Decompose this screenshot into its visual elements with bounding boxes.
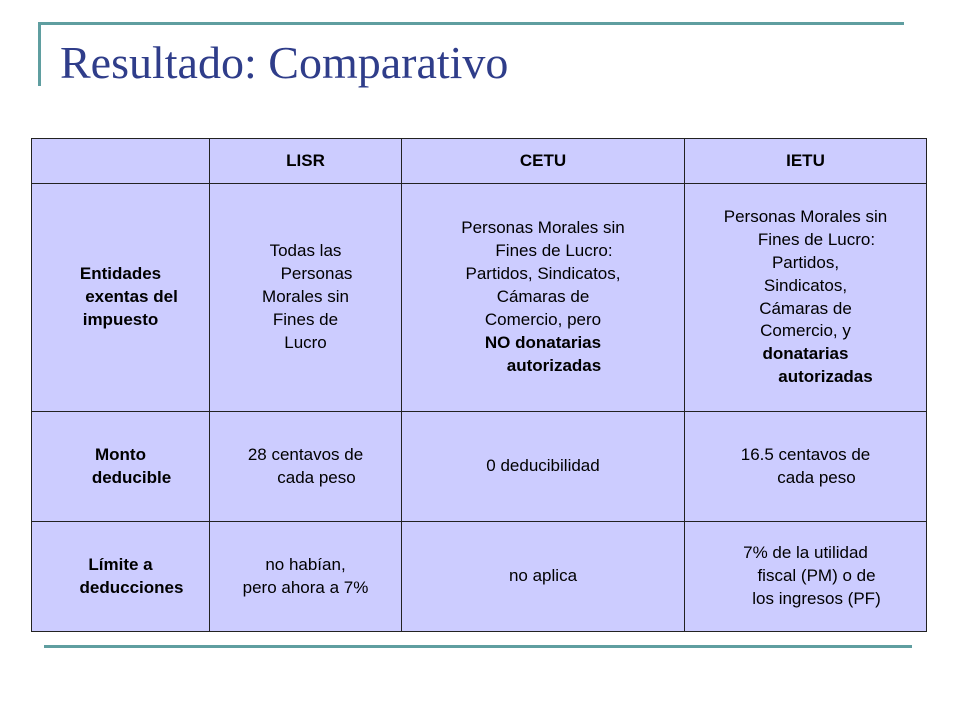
cell-line: deducciones [79,577,184,597]
cell-line-bold: autorizadas [778,367,873,387]
cell-line: Comercio, y [760,321,851,341]
cell-line: Sindicatos, [763,275,848,295]
cell-line: pero ahora a 7% [242,577,369,597]
header-ietu: IETU [685,139,927,184]
table-header-row [32,139,927,184]
cell-cetu-entidades [402,184,685,412]
cell-line: 16.5 centavos de [740,444,871,464]
row-label-limite [32,522,210,632]
cell-ietu-limite [685,522,927,632]
cell-line: 0 deducibilidad [486,456,600,476]
cell-line: impuesto [82,309,159,329]
decorative-line-left [38,22,41,86]
table-row-entidades [32,184,927,412]
cell-line: Entidades [79,264,162,284]
row-label-entidades [32,184,210,412]
cell-line: fiscal (PM) o de [757,566,876,586]
cell-line: Monto [95,444,146,464]
header-lisr: LISR [210,139,402,184]
cell-ietu-entidades [685,184,927,412]
slide-title: Resultado: Comparativo [60,37,509,88]
cell-line: Fines de Lucro: [495,241,613,261]
comparison-table [31,138,927,632]
cell-lisr-limite [210,522,402,632]
cell-line: no habían, [265,554,346,574]
cell-line: Lucro [284,332,327,352]
cell-line: Fines de Lucro: [757,229,876,249]
cell-cetu-monto [402,412,685,522]
cell-line: Límite a [88,554,153,574]
cell-lisr-monto [210,412,402,522]
cell-line: cada peso [777,467,856,487]
cell-line: Personas Morales sin [723,206,888,226]
cell-ietu-monto [685,412,927,522]
cell-line: cada peso [277,467,356,487]
cell-line: no aplica [508,566,578,586]
cell-line: Partidos, Sindicatos, [465,264,621,284]
table-row-monto [32,412,927,522]
cell-line: Cámaras de [759,298,852,318]
cell-line: 7% de la utilidad [743,543,868,563]
table-row-limite [32,522,927,632]
cell-line-bold: autorizadas [506,355,602,375]
cell-line: Personas Morales sin [461,218,625,238]
cell-line: los ingresos (PF) [752,588,881,608]
cell-line: Cámaras de [496,287,590,307]
row-label-monto [32,412,210,522]
cell-line: Todas las [269,241,342,261]
cell-line: exentas del [85,287,178,307]
cell-line: Fines de [272,309,339,329]
cell-line: deducible [91,467,172,487]
header-empty-cell [32,139,210,184]
cell-cetu-limite [402,522,685,632]
decorative-line-top [38,22,904,25]
cell-line: Comercio, pero [484,309,602,329]
header-cetu: CETU [402,139,685,184]
cell-line: 28 centavos de [247,444,364,464]
cell-lisr-entidades [210,184,402,412]
decorative-line-bottom [44,645,912,648]
cell-line-bold: donatarias [762,344,849,364]
cell-line: Personas [280,264,353,284]
cell-line: Partidos, [771,252,840,272]
cell-line: Morales sin [262,287,349,307]
cell-line-bold: NO donatarias [484,332,602,352]
